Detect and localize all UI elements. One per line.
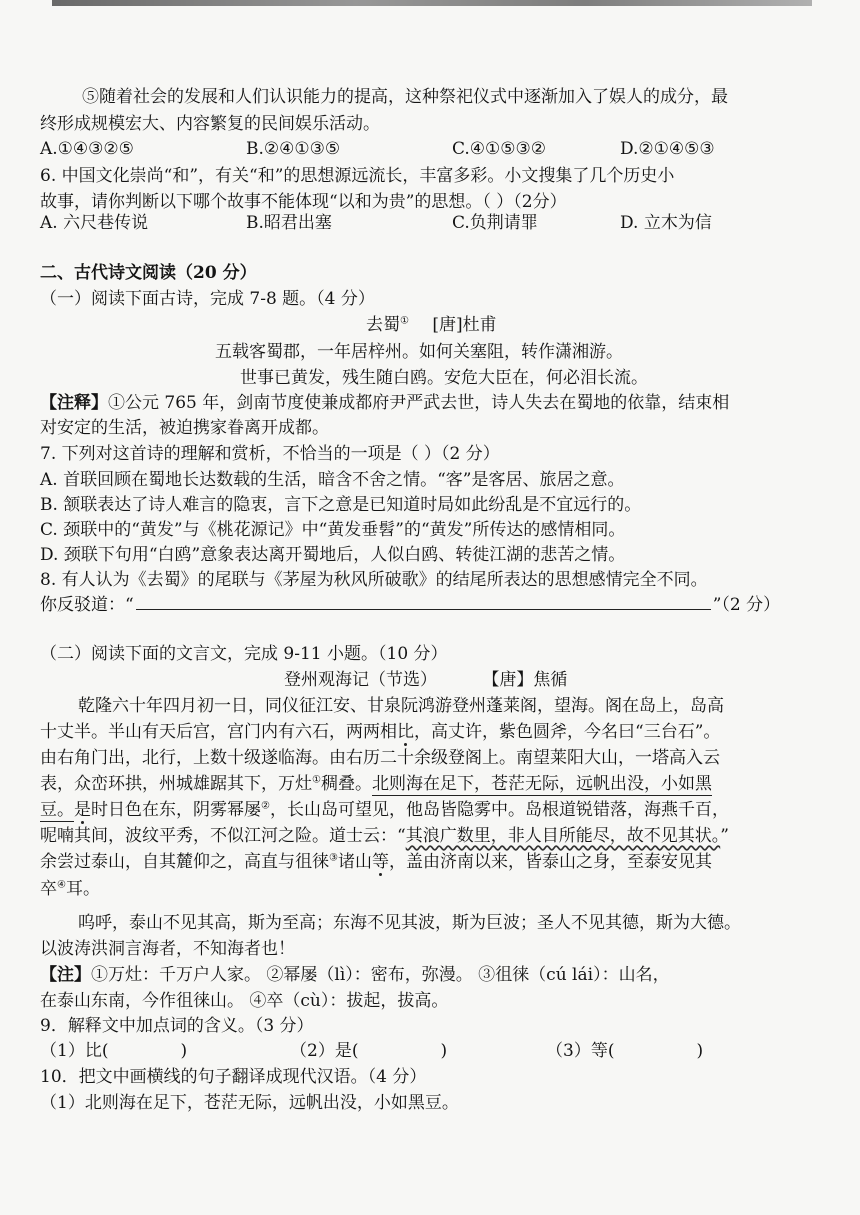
q9-item2-label: （2）是(: [290, 1041, 359, 1061]
poem-note-line1: [40, 390, 729, 416]
q5-item5-line2: 终形成规模宏大、内容繁复的民间娱乐活动。: [40, 114, 380, 134]
q8-answer-prefix: 你反驳道：“: [40, 595, 134, 615]
passage-title: 登州观海记（节选）: [284, 670, 437, 690]
wavy-underlined-sentence: 其浪广数里，非人目所能尽，故不见其状。: [405, 826, 721, 846]
q9-stem: 9．解释文中加点词的含义。（3 分）: [40, 1016, 314, 1036]
note-label: 【注释】: [40, 393, 108, 413]
q6-option-b[interactable]: B.昭君出塞: [246, 213, 332, 233]
poem-heading: [366, 312, 497, 338]
passage-p1-line3: 由右角门出，北行，上数十级遂临海。由右历二十余级登阁上。南望莱阳大山，一塔高入云: [40, 748, 720, 768]
text-run: 时日色在东，阴雾幂屡: [91, 800, 261, 820]
poem-title: 去蜀: [366, 315, 400, 335]
text-run: 卒: [40, 879, 57, 899]
passage-p1-line5: [40, 797, 729, 823]
q6-stem-line2: 故事，请你判断以下哪个故事不能体现“以和为贵”的思想。（ ）（2分）: [40, 192, 567, 212]
passage-p1-line7: [40, 849, 712, 875]
q5-option-c[interactable]: C.④①⑤③②: [452, 139, 547, 159]
footnote-mark: ④: [57, 879, 66, 891]
text-run: 呢喃其间，波纹平秀，不似江河之险。道士云：“: [40, 826, 406, 846]
top-cut-strip: [52, 0, 812, 6]
q5-option-a[interactable]: A.①④③②⑤: [40, 139, 134, 159]
q6-stem-line1: 6. 中国文化崇尚“和”，有关“和”的思想源远流长，丰富多彩。小文搜集了几个历史小: [40, 166, 675, 186]
text-run: ，高丈许，紫色圆斧，今名曰“三台石”。: [414, 722, 721, 742]
text-run: 表，众峦环拱，州城雄踞其下，万灶: [40, 774, 312, 794]
passage-p1-line8: [40, 876, 100, 902]
q9-item1-label: （1）比(: [40, 1041, 109, 1061]
q9-item2-close: ): [440, 1041, 448, 1061]
q8-answer-line: [40, 592, 780, 618]
poem-line2: 世事已黄发，残生随白鸥。安危大臣在，何必泪长流。: [240, 368, 648, 388]
section2-title: 二、古代诗文阅读（20 分）: [40, 263, 257, 283]
q10-item1: （1）北则海在足下，苍茫无际，远帆出没，小如黑豆。: [40, 1093, 459, 1113]
underlined-sentence-part1: 北则海在足下，苍茫无际，远帆出没，小如黑: [371, 774, 712, 794]
dotted-word-shi: 是: [74, 800, 91, 820]
q5-option-d[interactable]: D.②①④⑤③: [620, 139, 715, 159]
q5-option-b[interactable]: B.②④①③⑤: [246, 139, 341, 159]
passage-p2-line1: 呜呼，泰山不见其高，斯为至高；东海不见其波，斯为巨波；圣人不见其德，斯为大德。: [78, 913, 741, 933]
footnote-mark: ②: [261, 800, 270, 812]
passage-note-text: ①万灶：千万户人家。 ②幂屡（lì）：密布，弥漫。 ③徂徕（cú lái）：山名，: [91, 965, 670, 985]
dotted-word-bi: 比: [397, 722, 414, 742]
poem-line1: 五载客蜀郡，一年居梓州。如何关塞阻，转作潇湘游。: [215, 342, 623, 362]
q10-stem: 10．把文中画横线的句子翻译成现代汉语。（4 分）: [40, 1067, 427, 1087]
text-run: 耳。: [65, 879, 100, 899]
q6-option-c[interactable]: C.负荆请罪: [452, 213, 538, 233]
q8-stem: 8. 有人认为《去蜀》的尾联与《茅屋为秋风所破歌》的结尾所表达的思想感情完全不同。: [40, 570, 708, 590]
q9-item3[interactable]: [546, 1038, 703, 1064]
footnote-mark: ①: [312, 774, 321, 786]
text-run: ，长山岛可望见，他岛皆隐雾中。岛根道锐错落，海燕千百，: [269, 800, 729, 820]
passage-note-line2: 在泰山东南，今作徂徕山。 ④卒（cù）：拔起，拔高。: [40, 991, 449, 1011]
passage-p1-line4: [40, 771, 712, 797]
q7-option-b[interactable]: B. 颔联表达了诗人难言的隐衷，言下之意是已知道时局如此纷乱是不宜远行的。: [40, 495, 642, 515]
poem-note-line2: 对安定的生活，被迫携家眷离开成都。: [40, 418, 329, 438]
note-text: ①公元 765 年，剑南节度使兼成都府尹严武去世，诗人失去在蜀地的依靠，结束相: [108, 393, 730, 413]
poem-author: [唐]杜甫: [432, 315, 497, 335]
passage-heading: [284, 667, 567, 693]
text-run: 稠叠。: [320, 774, 372, 794]
q6-option-d[interactable]: D. 立木为信: [620, 213, 712, 233]
part1-intro: （一）阅读下面古诗，完成 7-8 题。（4 分）: [40, 289, 375, 309]
q7-option-d[interactable]: D. 颈联下句用“白鸥”意象表达离开蜀地后，人似白鸥、转徙江湖的悲苦之情。: [40, 545, 626, 565]
text-run: 诸山: [337, 852, 372, 872]
text-run: ，盖由济南以来，皆泰山之身，至泰安见其: [388, 852, 712, 872]
passage-note-label: 【注】: [40, 965, 91, 985]
passage-p1-line1: 乾隆六十年四月初一日，同仪征江安、甘泉阮鸿游登州蓬莱阁，望海。阁在岛上，岛高: [78, 696, 724, 716]
q8-answer-blank[interactable]: [136, 595, 711, 610]
passage-note-line1: [40, 962, 670, 988]
passage-p1-line6: [40, 823, 729, 849]
q9-item1-close: ): [180, 1041, 188, 1061]
q9-item2[interactable]: [290, 1038, 447, 1064]
q9-item1[interactable]: [40, 1038, 187, 1064]
text-run: 十丈半。半山有天后宫，宫门内有六石，两两相: [40, 722, 397, 742]
footnote-mark: ③: [329, 852, 338, 864]
part2-intro: （二）阅读下面的文言文，完成 9-11 小题。（10 分）: [40, 644, 448, 664]
dotted-word-deng: 等: [371, 852, 389, 872]
q7-option-a[interactable]: A. 首联回顾在蜀地长达数载的生活，暗含不舍之情。“客”是客居、旅居之意。: [40, 470, 625, 490]
q7-stem: 7. 下列对这首诗的理解和赏析，不恰当的一项是（ ）（2 分）: [40, 444, 500, 464]
q7-option-c[interactable]: C. 颈联中的“黄发”与《桃花源记》中“黄发垂髫”的“黄发”所传达的感情相同。: [40, 520, 626, 540]
passage-p2-line2: 以波涛洪洞言海者，不知海者也！: [40, 939, 295, 959]
q8-answer-suffix: ”（2 分）: [712, 595, 781, 615]
poem-title-note: ①: [400, 315, 409, 327]
q6-option-a[interactable]: A. 六尺巷传说: [40, 213, 149, 233]
q5-item5-line1: ⑤随着社会的发展和人们认识能力的提高，这种祭祀仪式中逐渐加入了娱人的成分，最: [82, 87, 728, 107]
q9-item3-close: ): [696, 1041, 704, 1061]
text-run: 余尝过泰山，自其麓仰之，高直与徂徕: [40, 852, 329, 872]
passage-author: 【唐】焦循: [482, 670, 568, 690]
underlined-sentence-part2: 豆。: [40, 800, 74, 820]
text-run: ”: [720, 826, 729, 846]
q9-item3-label: （3）等(: [546, 1041, 615, 1061]
passage-p1-line2: [40, 719, 720, 745]
